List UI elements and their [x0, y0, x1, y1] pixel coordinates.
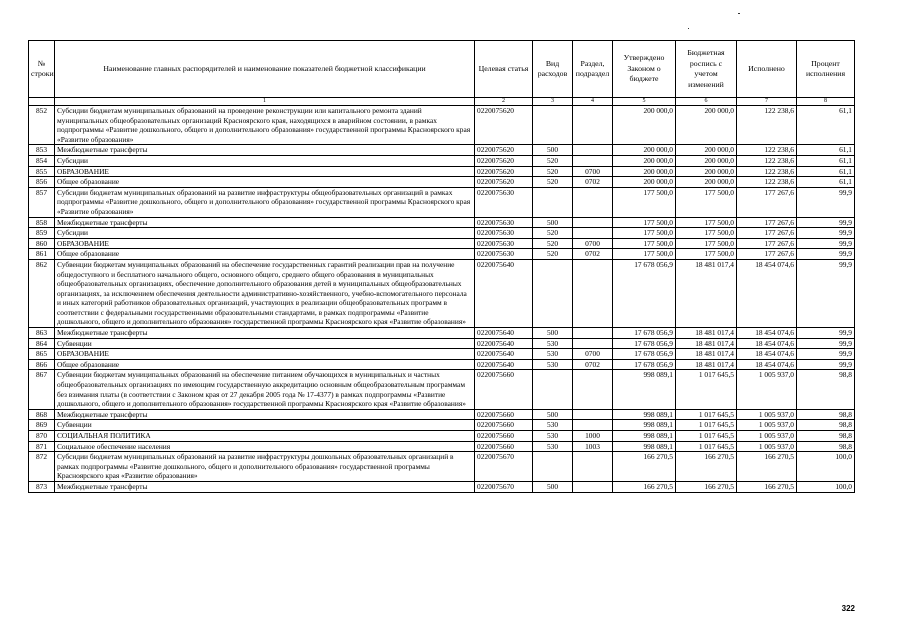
row-target-article: 0220075630: [475, 228, 533, 239]
row-target-article: 0220075660: [475, 370, 533, 409]
row-target-article: 0220075630: [475, 217, 533, 228]
row-name: ОБРАЗОВАНИЕ: [55, 238, 475, 249]
row-expense-type: 520: [533, 166, 573, 177]
table-row: [29, 217, 855, 228]
row-executed: 122 238,6: [737, 145, 797, 156]
row-approved: 17 678 056,9: [613, 328, 676, 339]
row-approved: 17 678 056,9: [613, 349, 676, 360]
table-row: [29, 481, 855, 492]
row-budget-list: 18 481 017,4: [676, 328, 737, 339]
row-executed: 177 267,6: [737, 228, 797, 239]
header-target-article: Целевая статья: [475, 41, 533, 98]
header-executed: Исполнено: [737, 41, 797, 98]
row-section: [573, 328, 613, 339]
row-number: 863: [29, 328, 55, 339]
row-percent: 99,9: [797, 217, 855, 228]
row-number: 869: [29, 420, 55, 431]
row-name: СОЦИАЛЬНАЯ ПОЛИТИКА: [55, 431, 475, 442]
header-name: Наименование главных распорядителей и наименование показателей бюджетной классификации: [55, 41, 475, 98]
row-approved: 998 089,1: [613, 409, 676, 420]
row-approved: 177 500,0: [613, 217, 676, 228]
row-percent: 98,8: [797, 441, 855, 452]
row-approved: 166 270,5: [613, 452, 676, 482]
row-percent: 98,8: [797, 409, 855, 420]
row-expense-type: 500: [533, 409, 573, 420]
row-percent: 61,1: [797, 106, 855, 145]
row-approved: 17 678 056,9: [613, 338, 676, 349]
row-budget-list: 200 000,0: [676, 106, 737, 145]
row-executed: 18 454 074,6: [737, 349, 797, 360]
row-budget-list: 177 500,0: [676, 238, 737, 249]
row-section: [573, 259, 613, 327]
row-section: [573, 370, 613, 409]
row-expense-type: 530: [533, 431, 573, 442]
row-budget-list: 1 017 645,5: [676, 370, 737, 409]
table-row: [29, 431, 855, 442]
row-name: Межбюджетные трансферты: [55, 409, 475, 420]
row-section: [573, 452, 613, 482]
row-approved: 177 500,0: [613, 249, 676, 260]
row-section: 0700: [573, 166, 613, 177]
row-target-article: 0220075660: [475, 409, 533, 420]
row-number: 860: [29, 238, 55, 249]
row-percent: 99,9: [797, 259, 855, 327]
row-target-article: 0220075660: [475, 441, 533, 452]
row-budget-list: 18 481 017,4: [676, 359, 737, 370]
table-row: [29, 328, 855, 339]
column-number: 8: [797, 98, 855, 106]
row-approved: 998 089,1: [613, 420, 676, 431]
row-percent: 99,9: [797, 359, 855, 370]
row-name: Субсидии бюджетам муниципальных образований на проведение реконструкции или капитального ремонта зданий муниципальных общеобразовательных организаций Красноярского края, находящихся в аварийном состоянии, в рамках подпрограммы «Развитие дошкольного, общего и дополнительного образования» государственной программы Красноярского края «Развитие образования»: [55, 106, 475, 145]
row-percent: 98,8: [797, 420, 855, 431]
row-executed: 18 454 074,6: [737, 338, 797, 349]
row-approved: 998 089,1: [613, 370, 676, 409]
row-section: 0700: [573, 349, 613, 360]
row-budget-list: 18 481 017,4: [676, 259, 737, 327]
row-name: Субвенции бюджетам муниципальных образований на обеспечение питанием обучающихся в муниципальных и частных общеобразовательных организациях по имеющим государственную аккредитацию основным общеобразовательным программам без взимания платы (в соответствии с Законом края от 27 декабря 2005 года № 17-4377) в рамках подпрограммы «Развитие дошкольного, общего и дополнительного образования» государственной программы Красноярского края «Развитие образования»: [55, 370, 475, 409]
row-executed: 18 454 074,6: [737, 328, 797, 339]
table-row: [29, 187, 855, 217]
row-expense-type: 520: [533, 249, 573, 260]
row-percent: 99,9: [797, 349, 855, 360]
row-name: Субвенции: [55, 338, 475, 349]
header-row-number: № строки: [29, 41, 55, 98]
row-name: Субсидии: [55, 155, 475, 166]
row-budget-list: 1 017 645,5: [676, 420, 737, 431]
row-expense-type: 500: [533, 145, 573, 156]
row-section: 0702: [573, 359, 613, 370]
row-number: 853: [29, 145, 55, 156]
row-executed: 122 238,6: [737, 106, 797, 145]
table-row: [29, 338, 855, 349]
row-number: 852: [29, 106, 55, 145]
row-executed: 18 454 074,6: [737, 359, 797, 370]
scan-speck: [688, 28, 689, 29]
table-row: [29, 420, 855, 431]
row-name: ОБРАЗОВАНИЕ: [55, 349, 475, 360]
table-row: [29, 166, 855, 177]
row-number: 859: [29, 228, 55, 239]
row-expense-type: 530: [533, 359, 573, 370]
row-number: 861: [29, 249, 55, 260]
row-target-article: 0220075640: [475, 359, 533, 370]
row-budget-list: 200 000,0: [676, 155, 737, 166]
row-expense-type: 520: [533, 177, 573, 188]
table-body: [29, 106, 855, 493]
row-expense-type: 500: [533, 217, 573, 228]
row-expense-type: 530: [533, 441, 573, 452]
row-executed: 1 005 937,0: [737, 431, 797, 442]
row-target-article: 0220075670: [475, 481, 533, 492]
column-number: 5: [613, 98, 676, 106]
table-row: [29, 359, 855, 370]
row-percent: 61,1: [797, 155, 855, 166]
row-percent: 61,1: [797, 166, 855, 177]
row-executed: 177 267,6: [737, 187, 797, 217]
row-expense-type: 530: [533, 420, 573, 431]
row-budget-list: 1 017 645,5: [676, 441, 737, 452]
column-number-blank: [29, 98, 55, 106]
row-budget-list: 18 481 017,4: [676, 338, 737, 349]
row-approved: 200 000,0: [613, 177, 676, 188]
row-percent: 99,9: [797, 328, 855, 339]
table-row: [29, 177, 855, 188]
row-executed: 122 238,6: [737, 155, 797, 166]
row-executed: 166 270,5: [737, 452, 797, 482]
row-expense-type: 530: [533, 338, 573, 349]
row-section: [573, 155, 613, 166]
row-number: 857: [29, 187, 55, 217]
row-target-article: 0220075620: [475, 177, 533, 188]
row-name: Межбюджетные трансферты: [55, 481, 475, 492]
row-target-article: 0220075640: [475, 338, 533, 349]
row-expense-type: 500: [533, 481, 573, 492]
row-number: 854: [29, 155, 55, 166]
row-name: Общее образование: [55, 359, 475, 370]
row-number: 873: [29, 481, 55, 492]
row-executed: 1 005 937,0: [737, 370, 797, 409]
row-section: 0702: [573, 177, 613, 188]
row-approved: 17 678 056,9: [613, 259, 676, 327]
row-approved: 200 000,0: [613, 155, 676, 166]
page-number: 322: [841, 604, 855, 613]
row-budget-list: 200 000,0: [676, 145, 737, 156]
header-row: [29, 41, 855, 98]
table-row: [29, 409, 855, 420]
row-section: [573, 481, 613, 492]
row-section: [573, 409, 613, 420]
row-section: 0700: [573, 238, 613, 249]
row-name: Межбюджетные трансферты: [55, 145, 475, 156]
row-section: [573, 420, 613, 431]
row-budget-list: 200 000,0: [676, 177, 737, 188]
table-row: [29, 370, 855, 409]
row-percent: 61,1: [797, 177, 855, 188]
row-target-article: 0220075660: [475, 420, 533, 431]
column-number: 7: [737, 98, 797, 106]
row-executed: 177 267,6: [737, 217, 797, 228]
budget-table-sheet: [28, 40, 854, 493]
row-approved: 177 500,0: [613, 238, 676, 249]
row-target-article: 0220075630: [475, 249, 533, 260]
row-number: 872: [29, 452, 55, 482]
row-number: 867: [29, 370, 55, 409]
header-budget-list: Бюджетная роспись с учетом изменений: [676, 41, 737, 98]
row-section: [573, 106, 613, 145]
table-row: [29, 452, 855, 482]
row-name: Межбюджетные трансферты: [55, 217, 475, 228]
row-executed: 177 267,6: [737, 249, 797, 260]
row-budget-list: 166 270,5: [676, 481, 737, 492]
row-percent: 100,0: [797, 481, 855, 492]
row-number: 858: [29, 217, 55, 228]
row-approved: 998 089,1: [613, 431, 676, 442]
row-section: 1003: [573, 441, 613, 452]
row-approved: 200 000,0: [613, 106, 676, 145]
row-approved: 200 000,0: [613, 145, 676, 156]
row-budget-list: 200 000,0: [676, 166, 737, 177]
row-target-article: 0220075640: [475, 328, 533, 339]
row-number: 868: [29, 409, 55, 420]
row-executed: 177 267,6: [737, 238, 797, 249]
budget-execution-table: [28, 40, 855, 493]
row-budget-list: 177 500,0: [676, 228, 737, 239]
row-target-article: 0220075630: [475, 238, 533, 249]
row-executed: 18 454 074,6: [737, 259, 797, 327]
row-percent: 99,9: [797, 338, 855, 349]
row-name: Социальное обеспечение населения: [55, 441, 475, 452]
row-budget-list: 166 270,5: [676, 452, 737, 482]
header-percent: Процент исполнения: [797, 41, 855, 98]
row-expense-type: 530: [533, 349, 573, 360]
row-budget-list: 18 481 017,4: [676, 349, 737, 360]
row-approved: 200 000,0: [613, 166, 676, 177]
row-budget-list: 177 500,0: [676, 187, 737, 217]
row-name: Субвенции бюджетам муниципальных образований на обеспечение государственных гарантий реализации прав на получение общедоступного и бесплатного начального общего, основного общего, среднего общего образования в муниципальных общеобразовательных организациях, обеспечение дополнительного образования детей в муниципальных общеобразовательных организациях, за исключением обеспечения деятельности административно-хозяйственного, учебно-вспомогательного персонала и иных категорий работников образовательных организаций, участвующих в реализации общеобразовательных программ в соответствии с федеральными государственными образовательными стандартами, в рамках подпрограммы «Развитие дошкольного, общего и дополнительного образования» государственной программы Красноярского края «Развитие образования»: [55, 259, 475, 327]
row-approved: 166 270,5: [613, 481, 676, 492]
row-target-article: 0220075670: [475, 452, 533, 482]
row-budget-list: 1 017 645,5: [676, 409, 737, 420]
row-budget-list: 177 500,0: [676, 217, 737, 228]
row-executed: 122 238,6: [737, 166, 797, 177]
row-expense-type: 500: [533, 328, 573, 339]
row-section: [573, 228, 613, 239]
row-section: [573, 217, 613, 228]
row-section: [573, 145, 613, 156]
column-number: 3: [533, 98, 573, 106]
row-expense-type: [533, 106, 573, 145]
row-name: Субсидии бюджетам муниципальных образований на развитие инфраструктуры дошкольных образовательных организаций в рамках подпрограммы «Развитие дошкольного, общего и дополнительного образования» государственной программы Красноярского края «Развитие образования»: [55, 452, 475, 482]
header-expense-type: Вид расходов: [533, 41, 573, 98]
row-section: 1000: [573, 431, 613, 442]
row-expense-type: 520: [533, 238, 573, 249]
table-row: [29, 155, 855, 166]
row-budget-list: 177 500,0: [676, 249, 737, 260]
row-number: 855: [29, 166, 55, 177]
table-row: [29, 228, 855, 239]
row-expense-type: 520: [533, 155, 573, 166]
row-number: 856: [29, 177, 55, 188]
row-target-article: 0220075620: [475, 106, 533, 145]
row-target-article: 0220075620: [475, 155, 533, 166]
header-section: Раздел, подраздел: [573, 41, 613, 98]
row-name: Общее образование: [55, 177, 475, 188]
column-number: 2: [475, 98, 533, 106]
row-number: 871: [29, 441, 55, 452]
row-percent: 99,9: [797, 187, 855, 217]
row-percent: 99,9: [797, 249, 855, 260]
scan-speck: [738, 13, 740, 14]
row-budget-list: 1 017 645,5: [676, 431, 737, 442]
row-target-article: 0220075640: [475, 259, 533, 327]
row-executed: 122 238,6: [737, 177, 797, 188]
row-name: Общее образование: [55, 249, 475, 260]
row-name: Субсидии бюджетам муниципальных образований на развитие инфраструктуры общеобразовательных организаций в рамках подпрограммы «Развитие дошкольного, общего и дополнительного образования» государственной программы Красноярского края «Развитие образования»: [55, 187, 475, 217]
table-row: [29, 106, 855, 145]
row-expense-type: 520: [533, 228, 573, 239]
row-name: Субвенции: [55, 420, 475, 431]
row-section: [573, 338, 613, 349]
row-number: 866: [29, 359, 55, 370]
column-number: 4: [573, 98, 613, 106]
header-approved: Утверждено Законом о бюджете: [613, 41, 676, 98]
column-number-row: [29, 98, 855, 106]
row-approved: 17 678 056,9: [613, 359, 676, 370]
row-name: Субсидии: [55, 228, 475, 239]
row-expense-type: [533, 259, 573, 327]
row-percent: 99,9: [797, 228, 855, 239]
column-number: 1: [55, 98, 475, 106]
row-executed: 1 005 937,0: [737, 441, 797, 452]
row-section: 0702: [573, 249, 613, 260]
row-expense-type: [533, 370, 573, 409]
row-percent: 100,0: [797, 452, 855, 482]
row-target-article: 0220075640: [475, 349, 533, 360]
row-number: 870: [29, 431, 55, 442]
row-name: ОБРАЗОВАНИЕ: [55, 166, 475, 177]
table-row: [29, 238, 855, 249]
row-target-article: 0220075620: [475, 166, 533, 177]
row-name: Межбюджетные трансферты: [55, 328, 475, 339]
row-section: [573, 187, 613, 217]
row-number: 864: [29, 338, 55, 349]
column-number: 6: [676, 98, 737, 106]
row-approved: 177 500,0: [613, 187, 676, 217]
row-percent: 61,1: [797, 145, 855, 156]
row-number: 862: [29, 259, 55, 327]
row-percent: 98,8: [797, 370, 855, 409]
table-row: [29, 441, 855, 452]
row-percent: 98,8: [797, 431, 855, 442]
row-target-article: 0220075620: [475, 145, 533, 156]
row-expense-type: [533, 187, 573, 217]
row-executed: 166 270,5: [737, 481, 797, 492]
row-approved: 177 500,0: [613, 228, 676, 239]
row-percent: 99,9: [797, 238, 855, 249]
row-number: 865: [29, 349, 55, 360]
row-target-article: 0220075660: [475, 431, 533, 442]
row-executed: 1 005 937,0: [737, 409, 797, 420]
table-row: [29, 145, 855, 156]
row-expense-type: [533, 452, 573, 482]
row-executed: 1 005 937,0: [737, 420, 797, 431]
row-approved: 998 089,1: [613, 441, 676, 452]
table-row: [29, 249, 855, 260]
row-target-article: 0220075630: [475, 187, 533, 217]
table-row: [29, 259, 855, 327]
table-row: [29, 349, 855, 360]
